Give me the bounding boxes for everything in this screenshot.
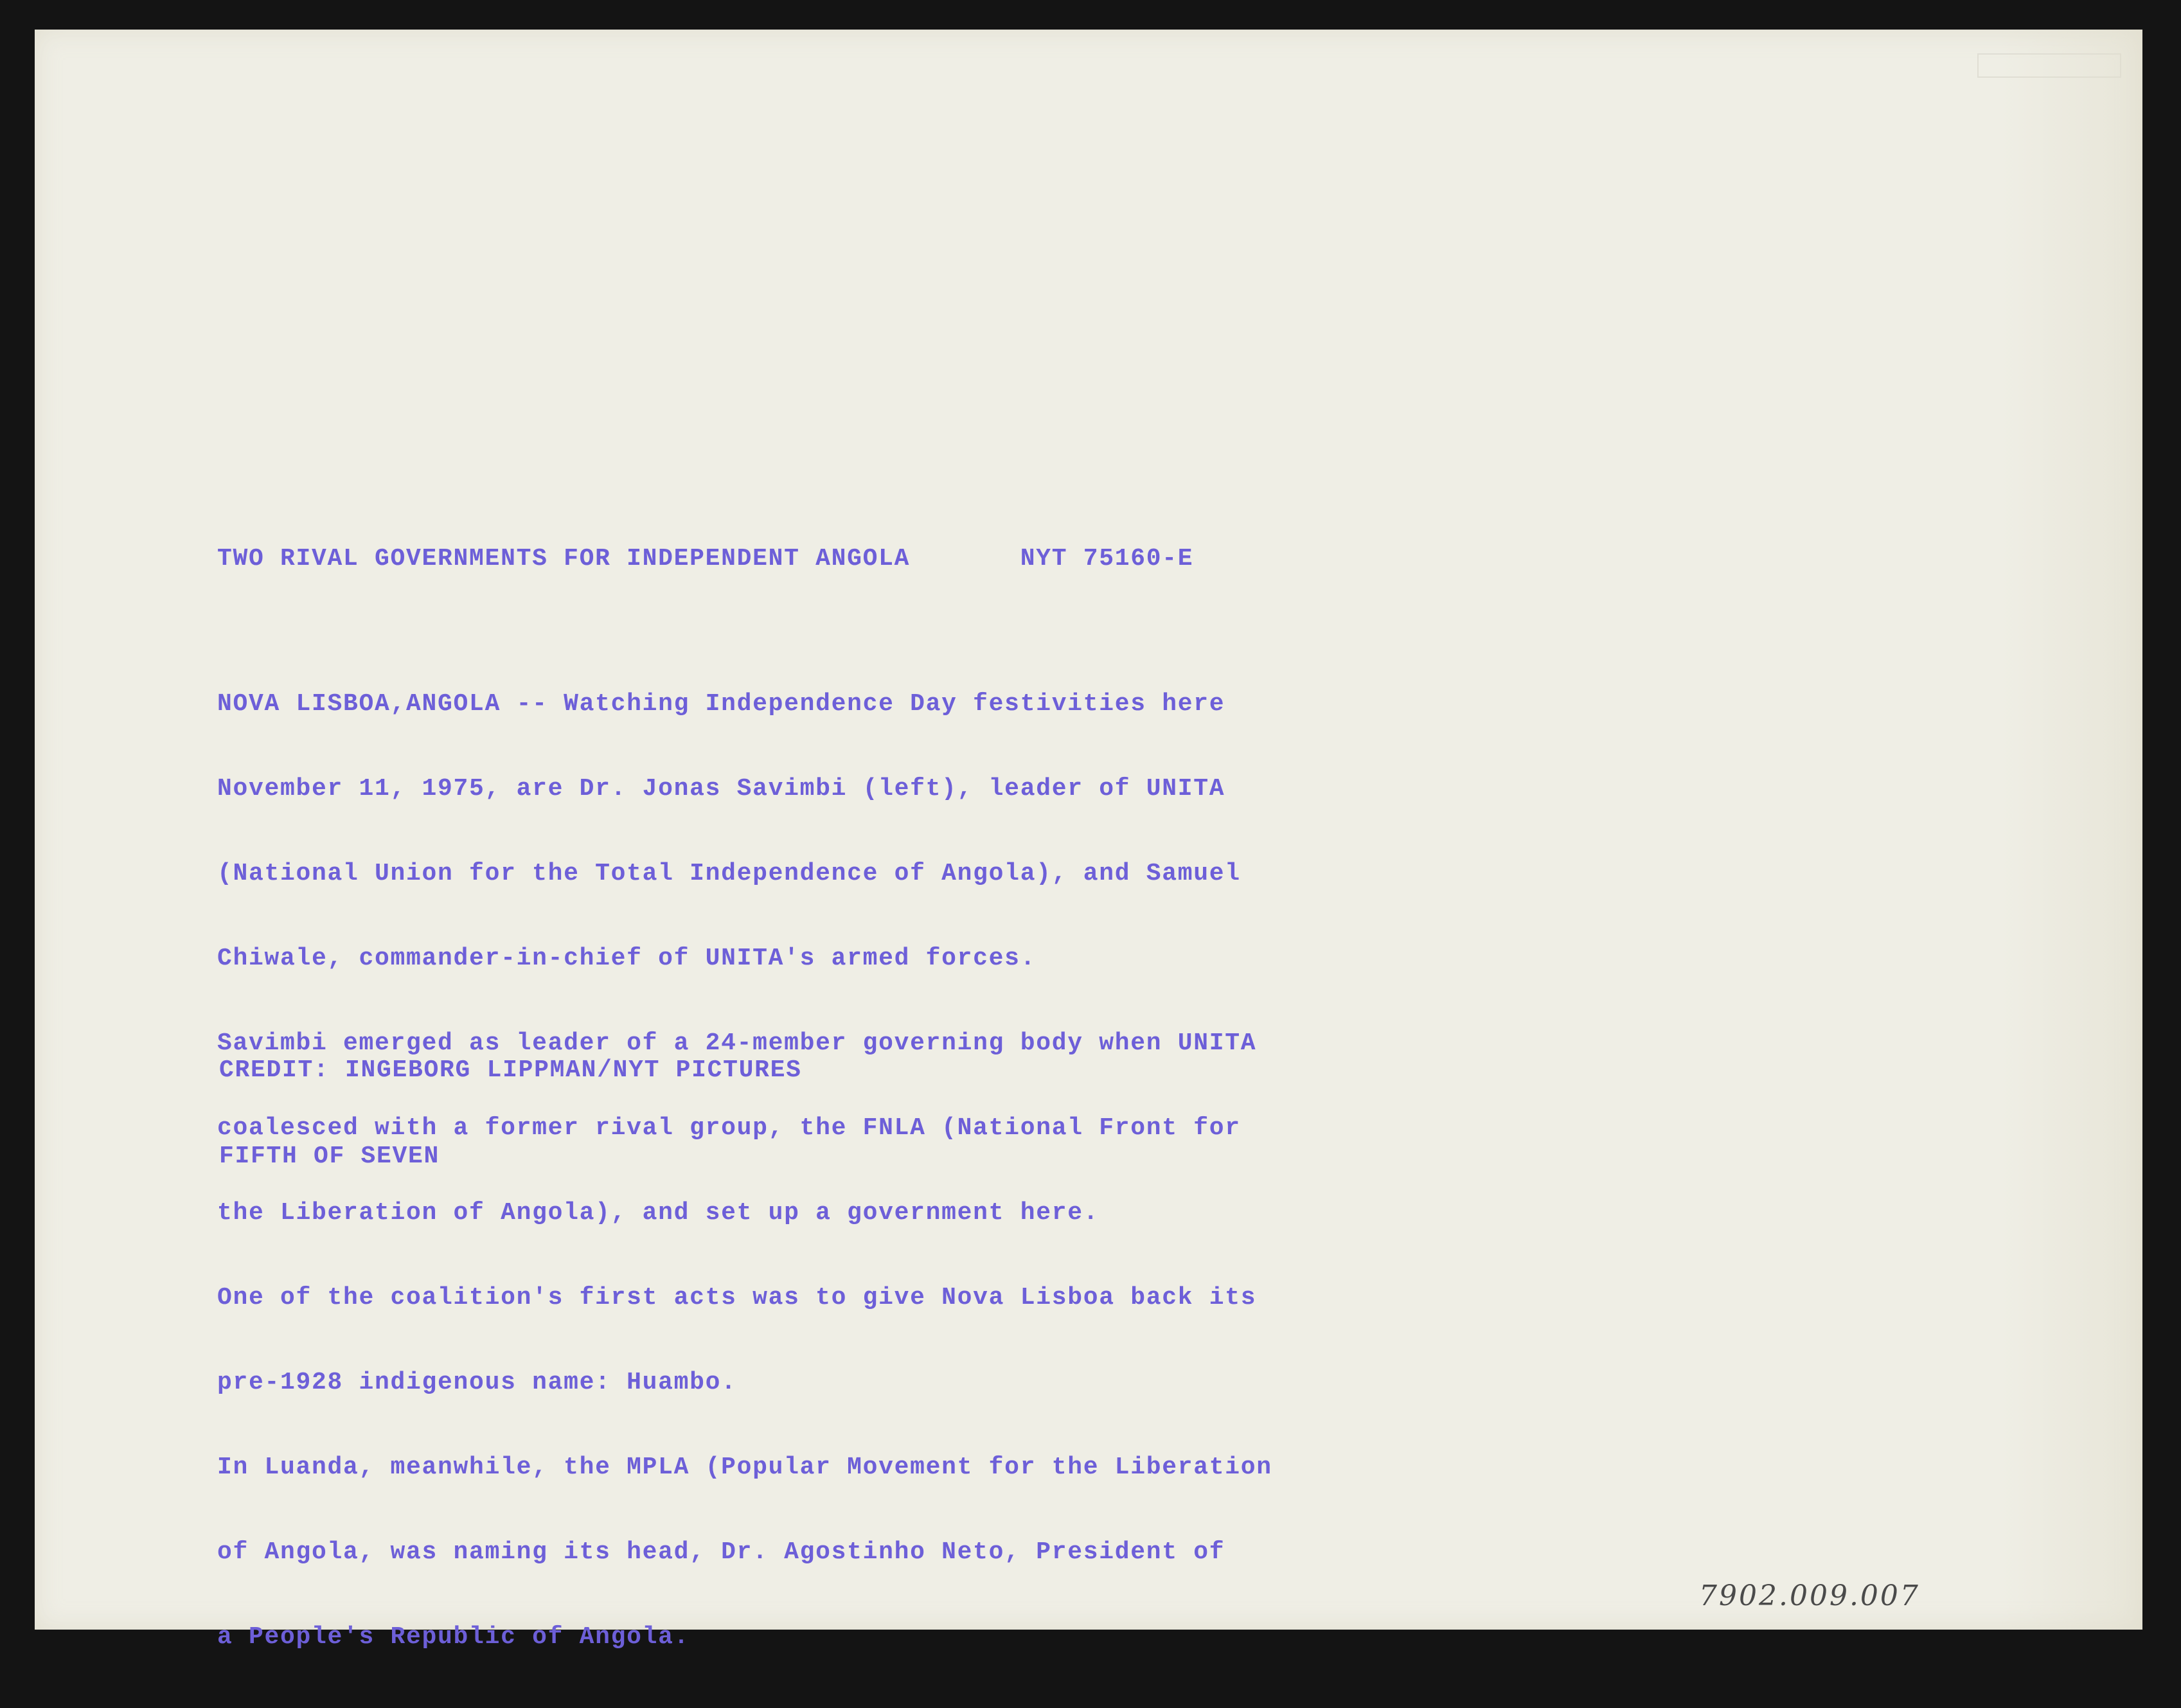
caption-body-line: pre-1928 indigenous name: Huambo. (217, 1369, 737, 1396)
caption-body-line: One of the coalition's first acts was to give Nova Lisboa back its (217, 1284, 1257, 1312)
caption-headline: TWO RIVAL GOVERNMENTS FOR INDEPENDENT ANGOLA NYT 75160-E (217, 545, 1194, 573)
photo-credit: CREDIT: INGEBORG LIPPMAN/NYT PICTURES (219, 1056, 802, 1084)
caption-body-line: the Liberation of Angola), and set up a government here. (217, 1199, 1099, 1227)
caption-body-line: NOVA LISBOA,ANGOLA -- Watching Independence Day festivities here (217, 690, 1225, 718)
faint-stamp-mark (1975, 48, 2123, 84)
caption-body-line: coalesced with a former rival group, the FNLA (National Front for (217, 1114, 1241, 1142)
caption-body-line: Savimbi emerged as leader of a 24-member governing body when UNITA (217, 1029, 1257, 1057)
caption-body-line: (National Union for the Total Independence of Angola), and Samuel (217, 860, 1241, 887)
caption-body-line: November 11, 1975, are Dr. Jonas Savimbi (left), leader of UNITA (217, 775, 1225, 803)
handwritten-accession-number: 7902.009.007 (1699, 1579, 1920, 1612)
caption-body (217, 634, 1272, 1708)
sequence-note: FIFTH OF SEVEN (219, 1143, 440, 1170)
caption-body-line: a People's Republic of Angola. (217, 1623, 690, 1651)
caption-body-line: In Luanda, meanwhile, the MPLA (Popular Movement for the Liberation (217, 1454, 1272, 1481)
caption-body-line: of Angola, was naming its head, Dr. Agostinho Neto, President of (217, 1538, 1225, 1566)
photo-verso-sheet (35, 30, 2142, 1651)
caption-body-line: Chiwale, commander-in-chief of UNITA's armed forces. (217, 945, 1037, 972)
